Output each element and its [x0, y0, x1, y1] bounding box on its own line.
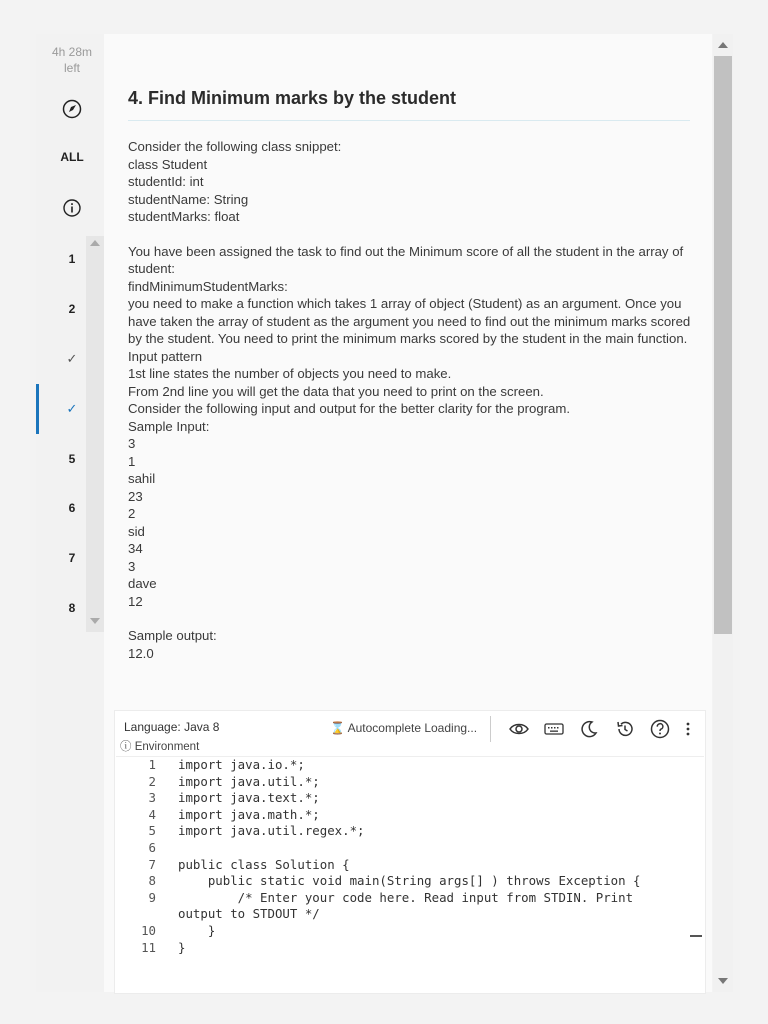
problem-line: 1st line states the number of objects you need to make.	[128, 366, 452, 381]
problem-line: studentName: String	[128, 191, 249, 207]
problem-line: 23	[128, 488, 143, 504]
compass-icon[interactable]	[62, 99, 82, 119]
code-line[interactable]	[128, 807, 641, 824]
question-nav-5[interactable]: 5	[68, 452, 76, 466]
code-line[interactable]	[128, 774, 641, 791]
environment-link[interactable]	[120, 738, 199, 754]
problem-line: 34	[128, 541, 143, 556]
question-nav-6[interactable]: 6	[68, 501, 76, 515]
problem-line: Sample Input:	[128, 418, 210, 434]
all-questions-filter[interactable]: ALL	[60, 150, 84, 164]
line-number: 5	[148, 823, 156, 839]
language-value[interactable]: Java 8	[184, 720, 220, 734]
line-number: 1	[148, 757, 156, 772]
keyboard-icon[interactable]	[543, 718, 565, 740]
timer-value: 4h 28m	[51, 45, 93, 59]
line-number: 6	[148, 839, 156, 855]
problem-line: you need to make a function which takes 1 array of object (Student) as an argument. Once you have taken the array of student as the argument you need to find out the minimum marks scored by the student. You need to print the minimum marks scored by the student in the main function.	[128, 296, 691, 346]
code-area[interactable]	[128, 757, 641, 956]
code-line[interactable]	[128, 790, 641, 807]
code-text[interactable]: import java.text.*;	[178, 790, 320, 806]
problem-line: You have been assigned the task to find out the Minimum score of all the student in the array of student:	[128, 243, 684, 276]
question-title: 4. Find Minimum marks by the student	[128, 88, 457, 108]
question-list-scrollbar[interactable]	[86, 236, 104, 632]
autocomplete-label: Autocomplete Loading...	[347, 721, 478, 735]
page-scrollbar[interactable]	[713, 34, 733, 992]
line-number: 8	[148, 873, 156, 889]
sample-output	[128, 627, 693, 662]
code-line[interactable]	[128, 923, 641, 940]
code-line[interactable]	[128, 873, 641, 890]
code-text[interactable]: import java.util.*;	[178, 773, 320, 789]
problem-line: 12.0	[128, 645, 154, 661]
problem-line: findMinimumStudentMarks:	[128, 278, 288, 294]
code-line[interactable]	[128, 890, 641, 907]
code-text[interactable]: import java.math.*;	[178, 806, 320, 822]
problem-line: From 2nd line you will get the data that you need to print on the screen.	[128, 383, 544, 399]
question-nav-2[interactable]: 2	[68, 302, 76, 316]
question-nav-1[interactable]: 1	[68, 252, 76, 266]
environment-label[interactable]: Environment	[134, 741, 200, 753]
code-text[interactable]: import java.util.regex.*;	[178, 823, 365, 839]
problem-line: Consider the following class snippet:	[128, 139, 342, 154]
problem-line: 2	[128, 506, 136, 521]
task-description	[128, 243, 693, 611]
line-number: 11	[141, 939, 156, 955]
more-options-icon[interactable]	[682, 718, 694, 740]
scroll-up-icon[interactable]	[718, 42, 728, 48]
problem-line: Consider the following input and output for the better clarity for the program.	[128, 401, 571, 416]
code-line[interactable]	[128, 940, 641, 957]
scroll-down-icon[interactable]	[718, 978, 728, 984]
language-selector[interactable]	[124, 720, 219, 734]
problem-line: Sample output:	[128, 628, 217, 643]
code-text[interactable]: import java.io.*;	[178, 757, 305, 772]
question-nav-8[interactable]: 8	[68, 601, 76, 615]
line-number: 10	[141, 922, 156, 938]
line-number: 3	[148, 790, 156, 806]
toolbar-divider	[490, 716, 491, 742]
code-text[interactable]: public class Solution {	[178, 856, 350, 872]
problem-statement	[128, 138, 693, 662]
scroll-up-icon[interactable]	[90, 240, 100, 246]
problem-line: class Student	[128, 156, 208, 172]
line-number	[128, 906, 156, 923]
problem-line: 1	[128, 453, 136, 469]
editor-resize-handle[interactable]	[690, 935, 702, 937]
info-small-icon: ⓘ	[120, 741, 132, 753]
problem-line: sid	[128, 523, 145, 539]
scrollbar-thumb[interactable]	[714, 56, 732, 634]
problem-line: 3	[128, 436, 136, 451]
time-remaining	[36, 44, 108, 76]
question-nav-7[interactable]: 7	[68, 551, 76, 565]
info-icon[interactable]	[62, 198, 82, 218]
problem-line: dave	[128, 576, 157, 591]
code-line[interactable]	[128, 840, 641, 857]
code-text[interactable]: }	[178, 922, 216, 938]
code-text[interactable]: output to STDOUT */	[178, 906, 320, 922]
problem-line: 3	[128, 558, 136, 574]
hourglass-icon: ⌛	[330, 721, 345, 735]
class-snippet	[128, 138, 693, 226]
code-text[interactable]: }	[178, 939, 186, 955]
title-divider	[128, 120, 690, 121]
history-icon[interactable]	[614, 718, 636, 740]
code-line[interactable]	[128, 906, 641, 923]
help-icon[interactable]	[649, 718, 671, 740]
moon-icon[interactable]	[578, 718, 600, 740]
line-number: 9	[148, 889, 156, 905]
code-text[interactable]: /* Enter your code here. Read input from STDIN. Print	[178, 889, 634, 905]
code-line[interactable]	[128, 757, 641, 774]
problem-line: studentMarks: float	[128, 209, 240, 224]
line-number: 2	[148, 773, 156, 789]
question-nav-3-check-icon[interactable]: ✓	[66, 351, 78, 366]
problem-line: studentId: int	[128, 174, 204, 189]
code-line[interactable]	[128, 823, 641, 840]
language-label: Language:	[124, 720, 181, 734]
question-nav-4-check-icon[interactable]: ✓	[66, 401, 78, 416]
problem-line: 12	[128, 593, 143, 609]
code-line[interactable]	[128, 857, 641, 874]
problem-line: sahil	[128, 471, 156, 486]
problem-line: Input pattern	[128, 348, 203, 364]
code-text[interactable]: public static void main(String args[] ) throws Exception {	[178, 873, 641, 889]
line-number: 7	[148, 856, 156, 872]
eye-icon[interactable]	[508, 718, 530, 740]
autocomplete-status	[330, 721, 477, 735]
timer-suffix: left	[63, 61, 80, 75]
line-number: 4	[148, 806, 156, 822]
